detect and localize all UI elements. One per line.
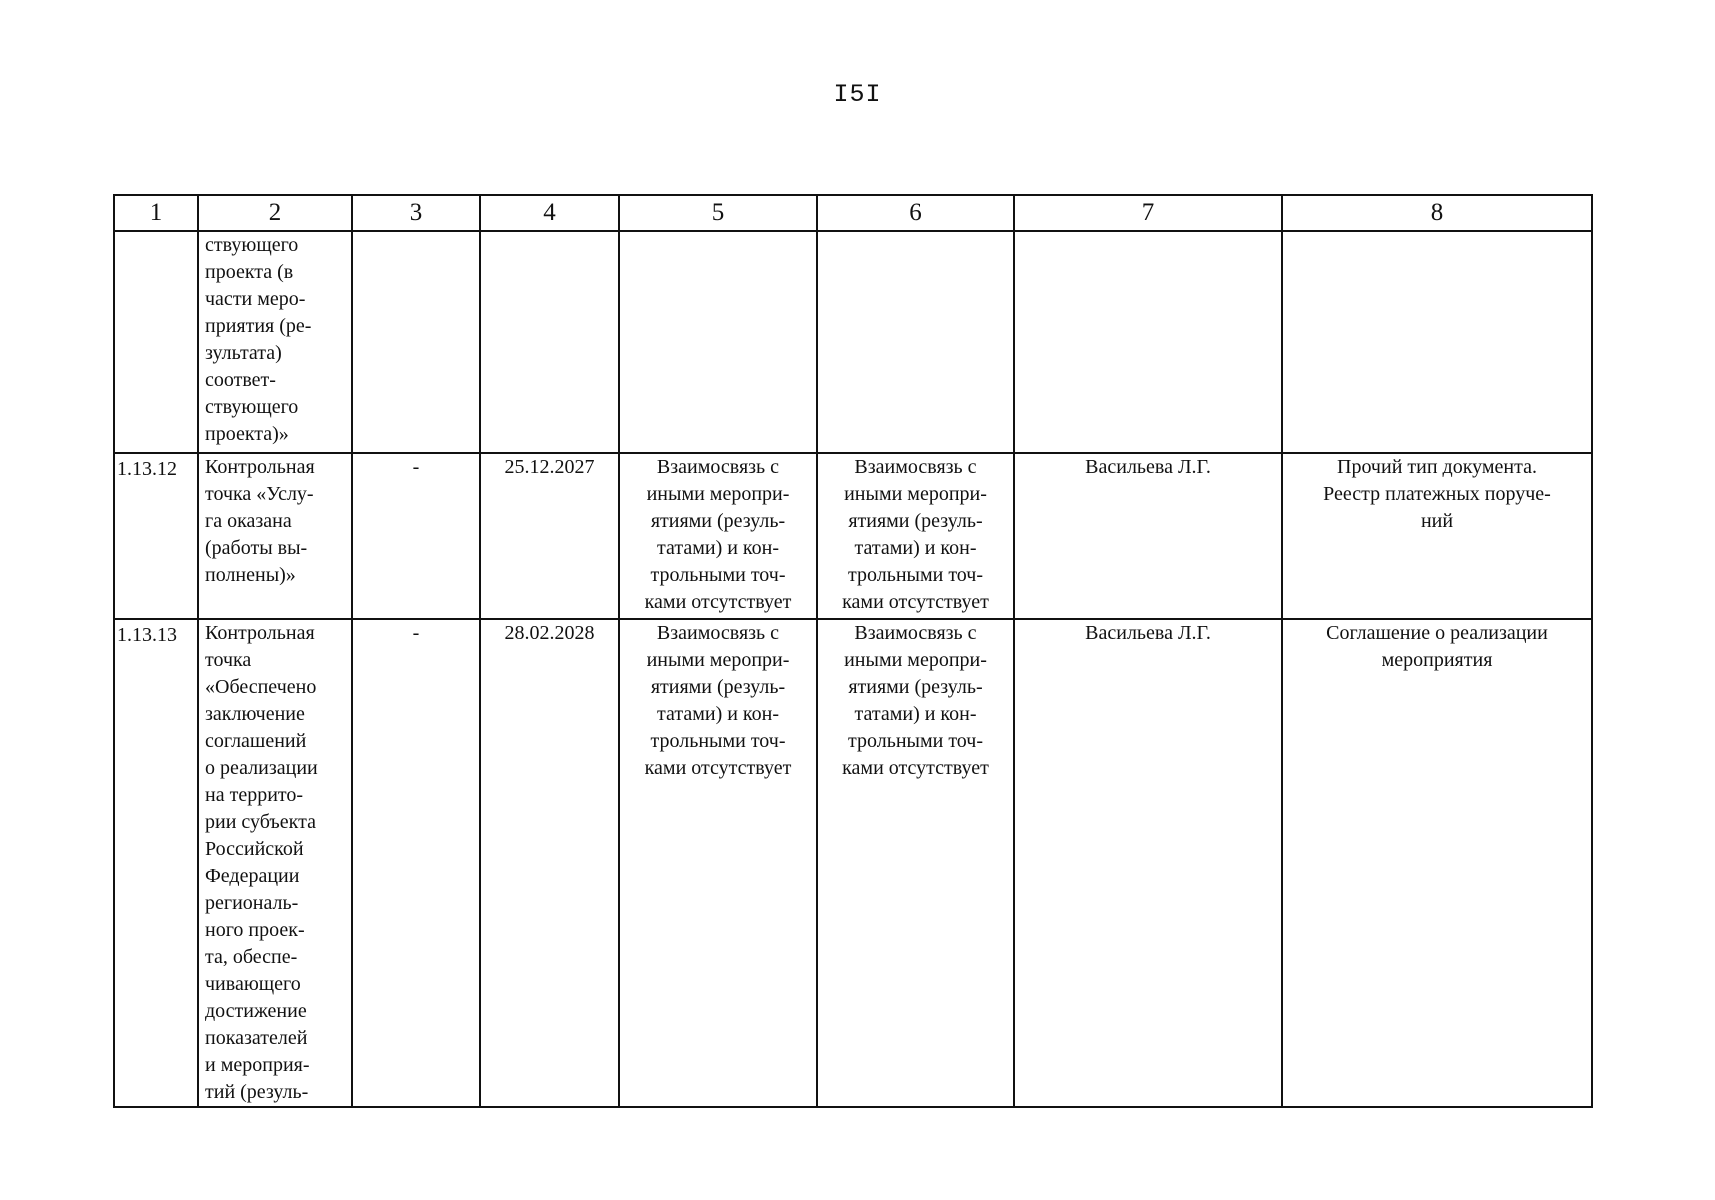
header-col-6: 6: [817, 195, 1014, 231]
prev-value: -: [352, 453, 480, 619]
plan-table: [113, 194, 1593, 1108]
event-name: Контрольная точка «Услу- га оказана (работы вы- полнены)»: [198, 453, 352, 619]
successors: [817, 231, 1014, 453]
document-type: Соглашение о реализации мероприятия: [1282, 619, 1592, 1107]
deadline: 28.02.2028: [480, 619, 619, 1107]
responsible: Васильева Л.Г.: [1014, 453, 1282, 619]
header-col-4: 4: [480, 195, 619, 231]
prev-value: -: [352, 619, 480, 1107]
successors: Взаимосвязь с иными меропри- ятиями (резуль- татами) и кон- трольными точ- ками отсутствует: [817, 453, 1014, 619]
document-type: Прочий тип документа. Реестр платежных поруче- ний: [1282, 453, 1592, 619]
deadline: [480, 231, 619, 453]
predecessors: [619, 231, 817, 453]
predecessors: Взаимосвязь с иными меропри- ятиями (резуль- татами) и кон- трольными точ- ками отсутствует: [619, 619, 817, 1107]
table-row: [114, 453, 1592, 619]
successors: Взаимосвязь с иными меропри- ятиями (резуль- татами) и кон- трольными точ- ками отсутствует: [817, 619, 1014, 1107]
header-col-5: 5: [619, 195, 817, 231]
responsible: Васильева Л.Г.: [1014, 619, 1282, 1107]
header-col-3: 3: [352, 195, 480, 231]
responsible: [1014, 231, 1282, 453]
row-number: 1.13.12: [114, 453, 198, 619]
table-row: [114, 231, 1592, 453]
row-number: 1.13.13: [114, 619, 198, 1107]
header-row: [114, 195, 1592, 231]
header-col-1: 1: [114, 195, 198, 231]
row-number: [114, 231, 198, 453]
event-name: ствующего проекта (в части меро- приятия (ре- зультата) соответ- ствующего проекта)»: [198, 231, 352, 453]
predecessors: Взаимосвязь с иными меропри- ятиями (резуль- татами) и кон- трольными точ- ками отсутствует: [619, 453, 817, 619]
header-col-8: 8: [1282, 195, 1592, 231]
header-col-7: 7: [1014, 195, 1282, 231]
page-number: I5I: [833, 80, 882, 109]
event-name: Контрольная точка «Обеспечено заключение соглашений о реализации на террито- рии субъекта Российской Федерации региональ- ного проек- та, обеспе- чивающего достижение показателей и мероприя- тий (резуль-: [198, 619, 352, 1107]
table-row: [114, 619, 1592, 1107]
document-type: [1282, 231, 1592, 453]
header-col-2: 2: [198, 195, 352, 231]
deadline: 25.12.2027: [480, 453, 619, 619]
prev-value: [352, 231, 480, 453]
